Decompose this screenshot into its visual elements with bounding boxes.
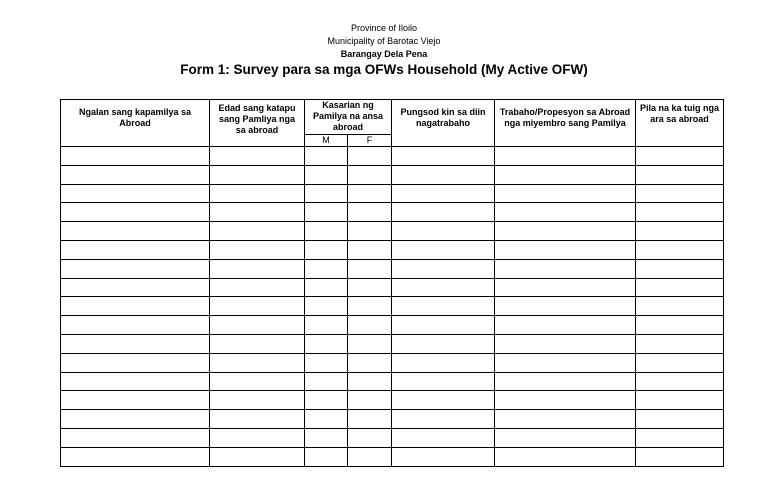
years-cell[interactable] <box>636 165 724 184</box>
female-cell[interactable] <box>348 278 392 297</box>
male-cell[interactable] <box>305 391 348 410</box>
name-cell[interactable] <box>61 259 210 278</box>
female-cell[interactable] <box>348 240 392 259</box>
age-cell[interactable] <box>210 259 305 278</box>
occupation-cell[interactable] <box>495 297 636 316</box>
occupation-cell[interactable] <box>495 316 636 335</box>
country-cell[interactable] <box>392 165 495 184</box>
age-cell[interactable] <box>210 240 305 259</box>
column-header-name: Ngalan sang kapamilya sa Abroad <box>61 100 210 147</box>
male-cell[interactable] <box>305 203 348 222</box>
male-cell[interactable] <box>305 353 348 372</box>
table-row <box>61 278 724 297</box>
years-cell[interactable] <box>636 203 724 222</box>
municipality-line: Municipality of Barotac Viejo <box>327 36 441 46</box>
table-row <box>61 334 724 353</box>
name-cell[interactable] <box>61 240 210 259</box>
age-cell[interactable] <box>210 203 305 222</box>
survey-table-body <box>61 147 724 467</box>
country-cell[interactable] <box>392 222 495 241</box>
male-cell[interactable] <box>305 297 348 316</box>
male-cell[interactable] <box>305 259 348 278</box>
female-cell[interactable] <box>348 391 392 410</box>
age-cell[interactable] <box>210 391 305 410</box>
occupation-cell[interactable] <box>495 147 636 166</box>
country-cell[interactable] <box>392 240 495 259</box>
country-cell[interactable] <box>392 410 495 429</box>
age-cell[interactable] <box>210 447 305 466</box>
column-header-country: Pungsod kin sa diin nagatrabaho <box>392 100 495 147</box>
table-header-row <box>61 100 724 135</box>
male-cell[interactable] <box>305 372 348 391</box>
column-header-years: Pila na ka tuig nga ara sa abroad <box>636 100 724 147</box>
form-header <box>0 22 768 79</box>
male-cell[interactable] <box>305 278 348 297</box>
occupation-cell[interactable] <box>495 447 636 466</box>
occupation-cell[interactable] <box>495 259 636 278</box>
barangay-line: Barangay Dela Pena <box>340 49 428 59</box>
table-row <box>61 147 724 166</box>
occupation-cell[interactable] <box>495 240 636 259</box>
table-row <box>61 165 724 184</box>
table-row <box>61 240 724 259</box>
column-header-male: M <box>305 135 348 147</box>
country-cell[interactable] <box>392 334 495 353</box>
female-cell[interactable] <box>348 147 392 166</box>
occupation-cell[interactable] <box>495 165 636 184</box>
country-cell[interactable] <box>392 203 495 222</box>
age-cell[interactable] <box>210 410 305 429</box>
age-cell[interactable] <box>210 278 305 297</box>
table-row <box>61 447 724 466</box>
column-header-sex: Kasarian ng Pamilya na ansa abroad <box>305 100 392 135</box>
age-cell[interactable] <box>210 297 305 316</box>
column-header-age: Edad sang katapu sang Pamliya nga sa abroad <box>210 100 305 147</box>
name-cell[interactable] <box>61 391 210 410</box>
age-cell[interactable] <box>210 334 305 353</box>
age-cell[interactable] <box>210 165 305 184</box>
form-title: Form 1: Survey para sa mga OFWs Household (My Active OFW) <box>180 62 588 77</box>
country-cell[interactable] <box>392 278 495 297</box>
female-cell[interactable] <box>348 297 392 316</box>
country-cell[interactable] <box>392 372 495 391</box>
years-cell[interactable] <box>636 184 724 203</box>
table-row <box>61 353 724 372</box>
province-line: Province of Iloilo <box>350 23 418 33</box>
occupation-cell[interactable] <box>495 278 636 297</box>
country-cell[interactable] <box>392 259 495 278</box>
name-cell[interactable] <box>61 316 210 335</box>
occupation-cell[interactable] <box>495 353 636 372</box>
male-cell[interactable] <box>305 184 348 203</box>
occupation-cell[interactable] <box>495 410 636 429</box>
table-row <box>61 410 724 429</box>
table-row <box>61 222 724 241</box>
male-cell[interactable] <box>305 147 348 166</box>
occupation-cell[interactable] <box>495 222 636 241</box>
table-row <box>61 372 724 391</box>
table-row <box>61 203 724 222</box>
name-cell[interactable] <box>61 165 210 184</box>
years-cell[interactable] <box>636 297 724 316</box>
years-cell[interactable] <box>636 278 724 297</box>
table-row <box>61 297 724 316</box>
occupation-cell[interactable] <box>495 372 636 391</box>
male-cell[interactable] <box>305 334 348 353</box>
years-cell[interactable] <box>636 240 724 259</box>
occupation-cell[interactable] <box>495 203 636 222</box>
name-cell[interactable] <box>61 278 210 297</box>
years-cell[interactable] <box>636 334 724 353</box>
age-cell[interactable] <box>210 428 305 447</box>
table-row <box>61 184 724 203</box>
female-cell[interactable] <box>348 203 392 222</box>
occupation-cell[interactable] <box>495 391 636 410</box>
table-row <box>61 259 724 278</box>
name-cell[interactable] <box>61 428 210 447</box>
age-cell[interactable] <box>210 222 305 241</box>
male-cell[interactable] <box>305 428 348 447</box>
name-cell[interactable] <box>61 297 210 316</box>
age-cell[interactable] <box>210 184 305 203</box>
female-cell[interactable] <box>348 410 392 429</box>
female-cell[interactable] <box>348 334 392 353</box>
table-row <box>61 428 724 447</box>
female-cell[interactable] <box>348 316 392 335</box>
female-cell[interactable] <box>348 372 392 391</box>
table-row <box>61 391 724 410</box>
name-cell[interactable] <box>61 447 210 466</box>
occupation-cell[interactable] <box>495 428 636 447</box>
female-cell[interactable] <box>348 222 392 241</box>
country-cell[interactable] <box>392 391 495 410</box>
country-cell[interactable] <box>392 316 495 335</box>
years-cell[interactable] <box>636 353 724 372</box>
male-cell[interactable] <box>305 240 348 259</box>
name-cell[interactable] <box>61 353 210 372</box>
age-cell[interactable] <box>210 147 305 166</box>
occupation-cell[interactable] <box>495 334 636 353</box>
male-cell[interactable] <box>305 165 348 184</box>
country-cell[interactable] <box>392 353 495 372</box>
survey-table <box>60 99 724 467</box>
name-cell[interactable] <box>61 184 210 203</box>
name-cell[interactable] <box>61 334 210 353</box>
female-cell[interactable] <box>348 184 392 203</box>
name-cell[interactable] <box>61 203 210 222</box>
name-cell[interactable] <box>61 147 210 166</box>
years-cell[interactable] <box>636 447 724 466</box>
age-cell[interactable] <box>210 316 305 335</box>
female-cell[interactable] <box>348 447 392 466</box>
male-cell[interactable] <box>305 410 348 429</box>
country-cell[interactable] <box>392 447 495 466</box>
years-cell[interactable] <box>636 222 724 241</box>
years-cell[interactable] <box>636 410 724 429</box>
occupation-cell[interactable] <box>495 184 636 203</box>
male-cell[interactable] <box>305 222 348 241</box>
name-cell[interactable] <box>61 372 210 391</box>
column-header-female: F <box>348 135 392 147</box>
female-cell[interactable] <box>348 428 392 447</box>
column-header-occupation: Trabaho/Propesyon sa Abroad nga miyembro sang Pamilya <box>495 100 636 147</box>
years-cell[interactable] <box>636 259 724 278</box>
name-cell[interactable] <box>61 222 210 241</box>
age-cell[interactable] <box>210 353 305 372</box>
years-cell[interactable] <box>636 428 724 447</box>
country-cell[interactable] <box>392 297 495 316</box>
male-cell[interactable] <box>305 316 348 335</box>
table-row <box>61 316 724 335</box>
country-cell[interactable] <box>392 184 495 203</box>
years-cell[interactable] <box>636 391 724 410</box>
age-cell[interactable] <box>210 372 305 391</box>
years-cell[interactable] <box>636 147 724 166</box>
male-cell[interactable] <box>305 447 348 466</box>
female-cell[interactable] <box>348 259 392 278</box>
female-cell[interactable] <box>348 353 392 372</box>
name-cell[interactable] <box>61 410 210 429</box>
country-cell[interactable] <box>392 428 495 447</box>
years-cell[interactable] <box>636 372 724 391</box>
years-cell[interactable] <box>636 316 724 335</box>
female-cell[interactable] <box>348 165 392 184</box>
country-cell[interactable] <box>392 147 495 166</box>
